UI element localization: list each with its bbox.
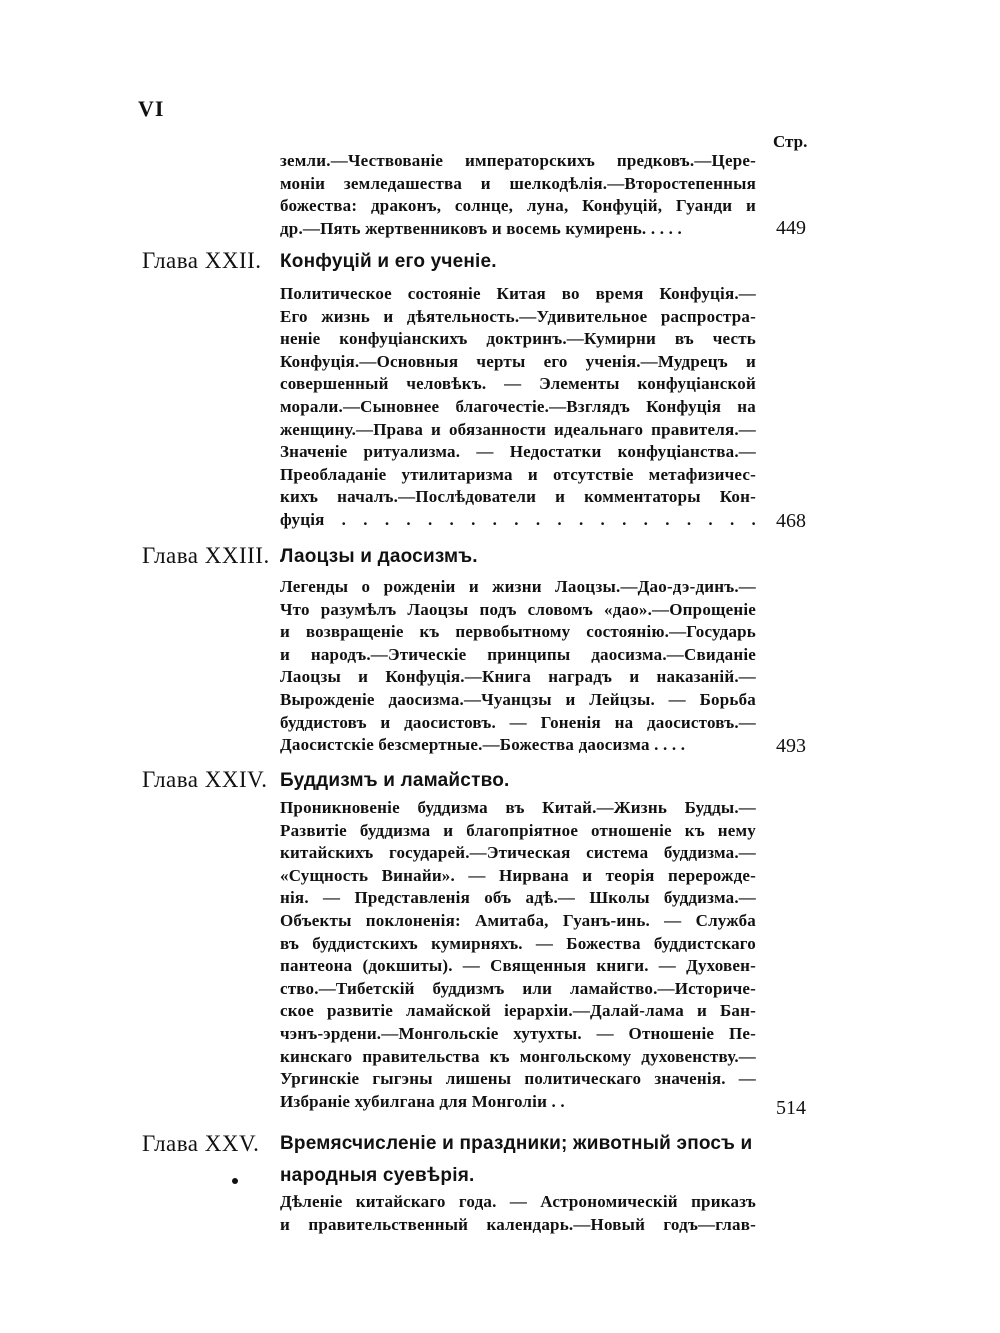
text-line: и правительственный календарь.—Новый годъ—глав- xyxy=(280,1214,756,1234)
chapter-title-line: народныя суевѣрія. xyxy=(280,1165,475,1186)
text-line: Лаоцзы и Конфуція.—Книга наградъ и наказаній.— xyxy=(280,667,756,687)
page-number: 468 xyxy=(776,510,806,532)
text-line: совершенный человѣкъ. — Элементы конфуціанской xyxy=(280,374,756,394)
text-line: земли.—Чествованіе императорскихъ предковъ.—Цере- xyxy=(280,151,756,170)
text-line: Избраніе хубилгана для Монголіи . . xyxy=(280,1091,565,1111)
text-line: и народъ.—Этическіе принципы даосизма.—Свиданіе xyxy=(280,644,756,664)
text-line: кинскаго правительства къ монгольскому духовенству.— xyxy=(280,1046,756,1066)
text-line: Ургинскіе гыгэны лишены политическаго значенія. — xyxy=(280,1069,756,1089)
page-number: 449 xyxy=(776,217,806,239)
page-folio: VI xyxy=(138,96,165,121)
text-line: чэнъ-эрдени.—Монгольскіе хутухты. — Отношеніе Пе- xyxy=(280,1023,756,1043)
continuation-text xyxy=(280,150,756,240)
chapter-summary xyxy=(280,1191,756,1236)
text-line: морали.—Сыновнее благочестіе.—Взглядъ Конфуція на xyxy=(280,396,756,416)
chapter-summary xyxy=(280,797,756,1113)
text-line: ство.—Тибетскій буддизмъ или ламайство.—Историче- xyxy=(280,978,756,998)
chapter-title-line: Конфуцій и его ученіе. xyxy=(280,251,497,272)
chapter-title xyxy=(280,765,760,797)
text-line: кихъ началъ.—Послѣдователи и комментаторы Кон- xyxy=(280,487,756,507)
chapter-heading: Глава XXIII. xyxy=(142,543,270,568)
text-line: Его жизнь и дѣятельность.—Удивительное распростра- xyxy=(280,306,756,326)
chapter-title-line: Буддизмъ и ламайство. xyxy=(280,770,510,791)
chapter-heading: Глава XXII. xyxy=(142,248,262,273)
text-line: моніи земледашества и шелкодѣлія.—Второстепенныя xyxy=(280,173,756,193)
chapter-title-line: Времясчисленіе и праздники; животный эпосъ и xyxy=(280,1133,753,1154)
chapter-summary xyxy=(280,576,756,757)
page-column-label: Стр. xyxy=(773,132,808,151)
text-line: Проникновеніе буддизма въ Китай.—Жизнь Будды.— xyxy=(280,798,756,817)
text-line: Дѣленіе китайскаго года. — Астрономическій приказъ xyxy=(280,1192,756,1211)
chapter-title xyxy=(280,541,760,573)
text-line: Политическое состояніе Китая во время Конфуція.— xyxy=(280,284,756,303)
text-line: пантеона (докшиты). — Священныя книги. — Духовен- xyxy=(280,956,756,976)
chapter-heading: Глава XXV. xyxy=(142,1131,260,1156)
text-line: ское развитіе ламайской іерархіи.—Далай-лама и Бан- xyxy=(280,1001,756,1021)
text-line: китайскихъ государей.—Этическая система буддизма.— xyxy=(280,843,756,863)
text-line: Конфуція.—Основныя черты его ученія.—Мудрецъ и xyxy=(280,351,756,371)
page-number: 514 xyxy=(776,1097,806,1119)
text-line: Что разумѣлъ Лаоцзы подъ словомъ «дао».—Опрощеніе xyxy=(280,599,756,619)
chapter-summary xyxy=(280,283,756,532)
text-line: Легенды о рожденіи и жизни Лаоцзы.—Дао-дэ-динъ.— xyxy=(280,577,756,596)
text-line: др.—Пять жертвенниковъ и восемь кумирень. . . . . xyxy=(280,218,682,238)
text-line: неніе конфуціанскихъ доктринъ.—Кумирни въ честь xyxy=(280,329,756,349)
text-line: божества: драконъ, солнце, луна, Конфуцій, Гуанди и xyxy=(280,196,756,216)
text-line: въ буддистскихъ кумирняхъ. — Божества буддистскаго xyxy=(280,933,756,953)
chapter-title xyxy=(280,1128,760,1192)
chapter-title-line: Лаоцзы и даосизмъ. xyxy=(280,546,478,567)
page-number: 493 xyxy=(776,735,806,757)
text-line: и возвращеніе къ первобытному состоянію.—Государь xyxy=(280,622,756,642)
text-line: Развитіе буддизма и благопріятное отношеніе къ нему xyxy=(280,820,756,840)
text-line: «Сущность Винайи». — Нирвана и теорія перерожде- xyxy=(280,865,756,885)
text-line: фуція . . . . . . . . . . . . . . . . . . . . xyxy=(280,509,756,529)
text-line: Вырожденіе даосизма.—Чуанцзы и Лейцзы. — Борьба xyxy=(280,689,756,709)
print-speck xyxy=(232,1178,238,1184)
text-line: буддистовъ и даосистовъ. — Гоненія на даосистовъ.— xyxy=(280,712,756,732)
chapter-title xyxy=(280,246,760,278)
chapter-heading: Глава XXIV. xyxy=(142,767,268,792)
text-line: Даосистскіе безсмертные.—Божества даосизма . . . . xyxy=(280,735,686,755)
text-line: нія. — Представленія объ адѣ.— Школы буддизма.— xyxy=(280,888,756,908)
text-line: Значеніе ритуализма. — Недостатки конфуціанства.— xyxy=(280,442,756,462)
text-line: женщину.—Права и обязанности идеальнаго правителя.— xyxy=(280,419,756,439)
text-line: Объекты поклоненія: Амитаба, Гуанъ-инь. — Служба xyxy=(280,910,756,930)
text-line: Преобладаніе утилитаризма и отсутствіе метафизичес- xyxy=(280,464,756,484)
